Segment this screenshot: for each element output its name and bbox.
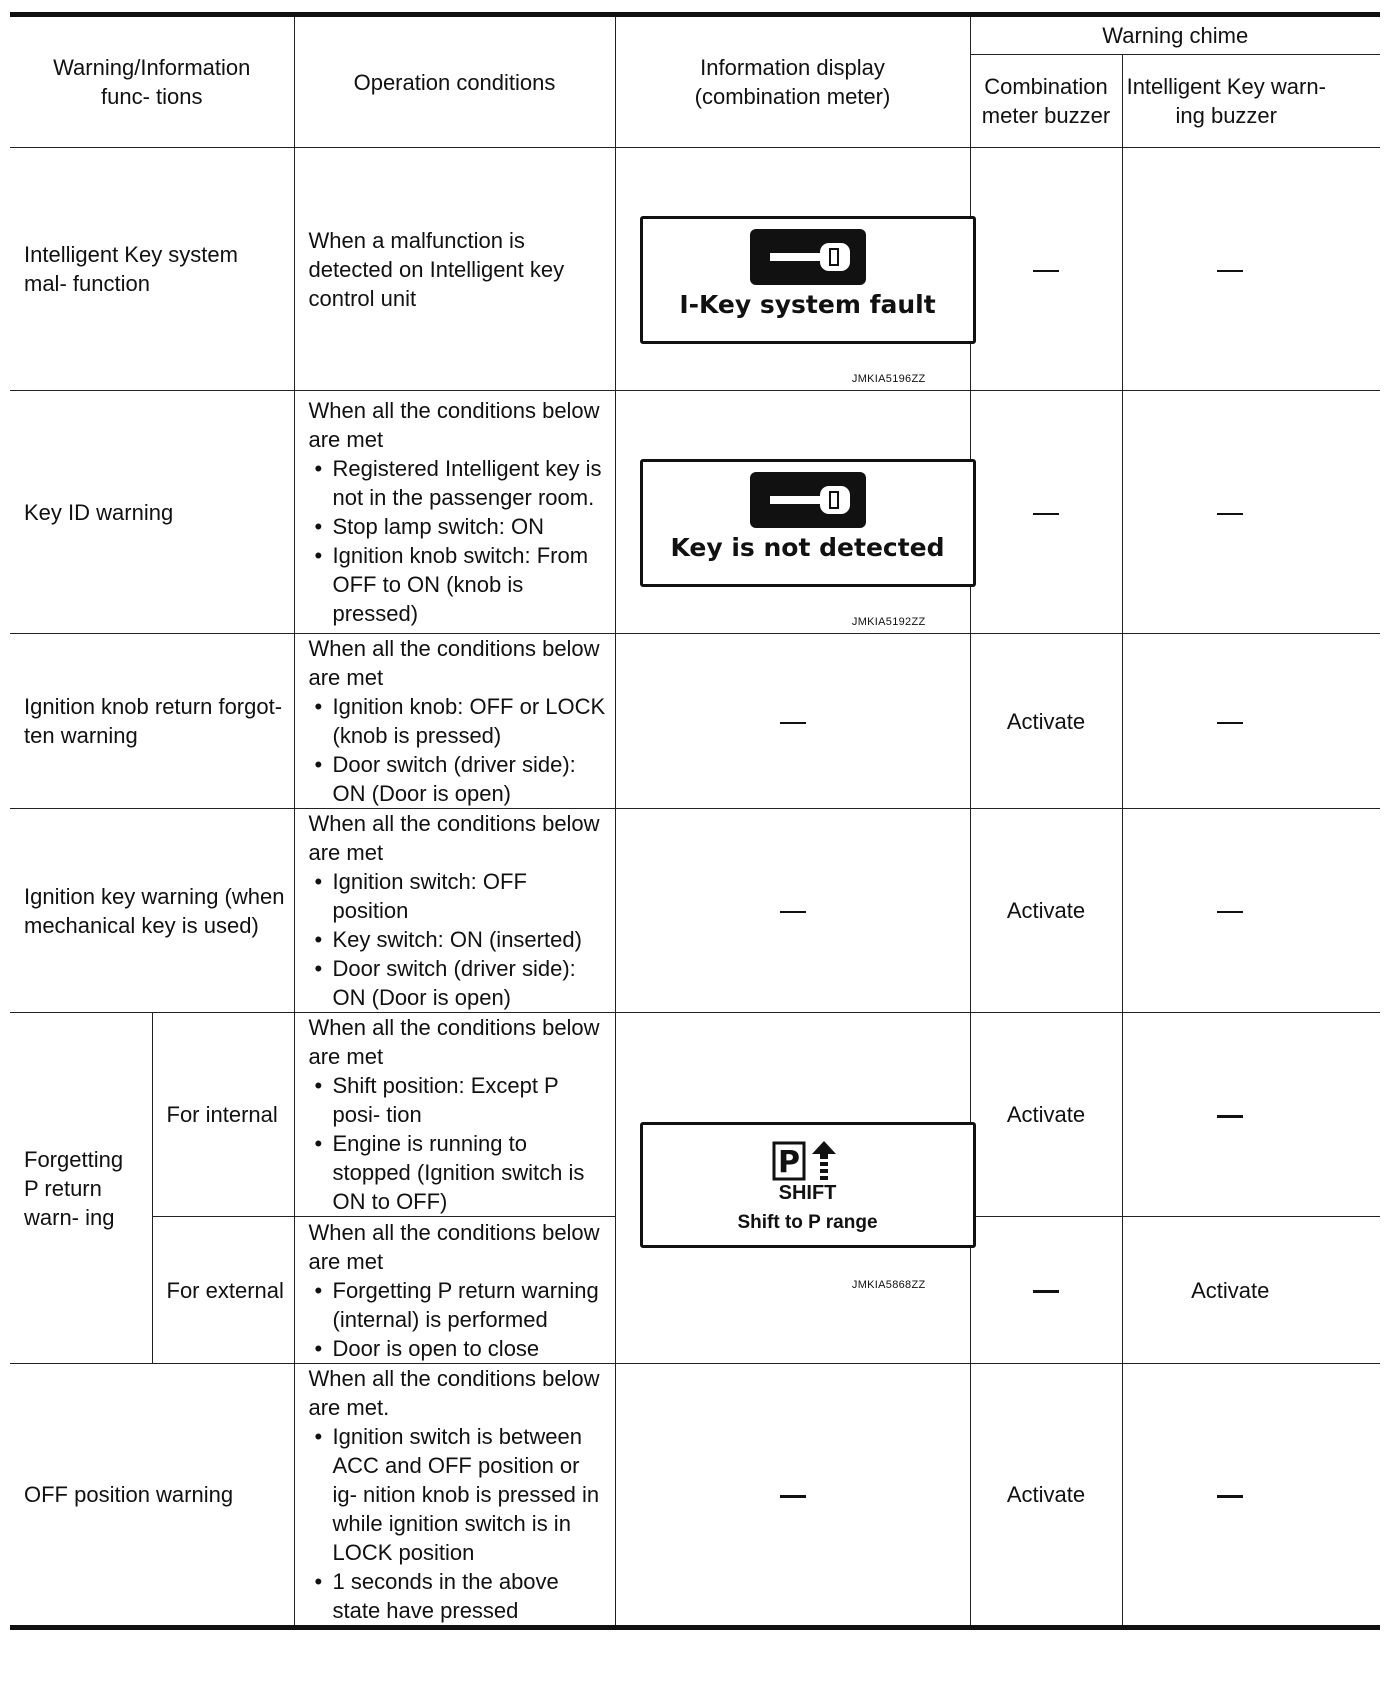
header-warning-chime: Warning chime [970,15,1380,55]
function-cell: OFF position warning [10,1364,294,1628]
conditions-intro: When all the conditions below are met [308,1219,600,1274]
key-buzzer-cell [1122,1364,1380,1628]
table-row [10,634,1380,809]
sub-function-cell: For internal [152,1013,294,1217]
function-cell: Ignition knob return forgot- ten warning [10,634,294,809]
conditions-list [309,692,609,808]
function-cell: Intelligent Key system mal- function [10,148,294,391]
image-code: JMKIA5868ZZ [851,1279,926,1291]
meter-buzzer-cell [970,1217,1122,1364]
function-cell: Key ID warning [10,391,294,634]
list-item: • 1 seconds in the above state have pressed [309,1567,609,1625]
dash [780,722,806,724]
header-display: Information display (combination meter) [615,15,970,148]
key-buzzer-cell [1122,148,1380,391]
table-row [10,1013,1380,1217]
dash [1217,1495,1243,1498]
display-message: Shift to P range [737,1212,878,1233]
key-not-detected-display [640,459,976,587]
dash [780,911,806,913]
display-cell [615,1364,970,1628]
list-item: • Door switch (driver side): ON (Door is open) [309,954,609,1012]
header-meter-buzzer: Combination meter buzzer [970,55,1122,148]
image-code: JMKIA5192ZZ [851,616,926,628]
list-item: • Stop lamp switch: ON [309,512,609,541]
conditions-list [309,1422,609,1625]
list-item: • Key switch: ON (inserted) [309,925,609,954]
conditions-cell [294,1217,615,1364]
conditions-cell [294,1013,615,1217]
conditions-intro: When all the conditions below are met. [308,1366,600,1420]
list-item: • Door switch (driver side): ON (Door is open) [309,750,609,808]
conditions-list [309,1276,609,1363]
key-buzzer-cell [1122,391,1380,634]
dash [780,1495,806,1498]
dash [1217,722,1243,724]
meter-buzzer-cell [970,391,1122,634]
conditions-intro: When all the conditions below are met [308,1015,600,1069]
warning-function-table [10,12,1380,1630]
dash [1033,513,1059,515]
display-cell [615,634,970,809]
key-icon [750,472,866,528]
conditions-cell [294,148,615,391]
image-code: JMKIA5196ZZ [851,373,926,385]
dash [1217,911,1243,913]
conditions-intro: When all the conditions below are met [308,811,600,865]
conditions-intro: When all the conditions below are met [308,636,600,690]
conditions-cell [294,634,615,809]
list-item: • Registered Intelligent key is not in the passenger room. [309,454,609,512]
display-message: I-Key system fault [679,290,936,319]
conditions-cell [294,1364,615,1628]
meter-buzzer-cell [970,148,1122,391]
conditions-list [309,867,609,1012]
conditions-cell [294,809,615,1013]
dash [1217,270,1243,272]
display-cell [615,391,970,634]
meter-buzzer-cell: Activate [970,1364,1122,1628]
list-item: • Engine is running to stopped (Ignition switch is ON to OFF) [309,1129,609,1216]
header-row [10,15,1380,55]
shift-to-p-display [640,1122,976,1248]
meter-buzzer-cell: Activate [970,809,1122,1013]
table-row [10,1364,1380,1628]
display-cell [615,1013,970,1364]
display-cell [615,148,970,391]
meter-buzzer-cell: Activate [970,1013,1122,1217]
key-buzzer-cell: Activate [1122,1217,1380,1364]
display-message: Key is not detected [670,533,945,562]
conditions-cell [294,391,615,634]
key-fault-display [640,216,976,344]
list-item: • Ignition knob switch: From OFF to ON (knob is pressed) [309,541,609,628]
table-row [10,391,1380,634]
key-buzzer-cell [1122,809,1380,1013]
display-cell [615,809,970,1013]
shift-label: SHIFT [778,1182,837,1204]
sub-function-cell: For external [152,1217,294,1364]
conditions-list [309,454,609,628]
header-conditions: Operation conditions [294,15,615,148]
conditions-list [309,1071,609,1216]
list-item: • Door is open to close [309,1334,609,1363]
list-item: • Shift position: Except P posi- tion [309,1071,609,1129]
list-item: • Forgetting P return warning (internal) is performed [309,1276,609,1334]
header-key-buzzer: Intelligent Key warn- ing buzzer [1122,55,1380,148]
function-cell: Ignition key warning (when mechanical key is used) [10,809,294,1013]
key-buzzer-cell [1122,1013,1380,1217]
list-item: • Ignition switch: OFF position [309,867,609,925]
table-row [10,148,1380,391]
dash [1217,513,1243,515]
key-icon [750,229,866,285]
table-row [10,809,1380,1013]
dash [1033,270,1059,272]
dash [1217,1115,1243,1118]
shift-p-icon [768,1139,848,1183]
meter-buzzer-cell: Activate [970,634,1122,809]
function-cell: Forgetting P return warn- ing [10,1013,152,1364]
list-item: • Ignition switch is between ACC and OFF position or ig- nition knob is pressed in while ignition switch is in LOCK position [309,1422,609,1567]
conditions-intro: When a malfunction is detected on Intelligent key control unit [308,227,565,311]
list-item: • Ignition knob: OFF or LOCK (knob is pressed) [309,692,609,750]
conditions-intro: When all the conditions below are met [308,398,600,452]
key-buzzer-cell [1122,634,1380,809]
shift-p-letter: P [777,1145,800,1180]
dash [1033,1290,1059,1293]
header-function: Warning/Information func- tions [10,15,294,148]
